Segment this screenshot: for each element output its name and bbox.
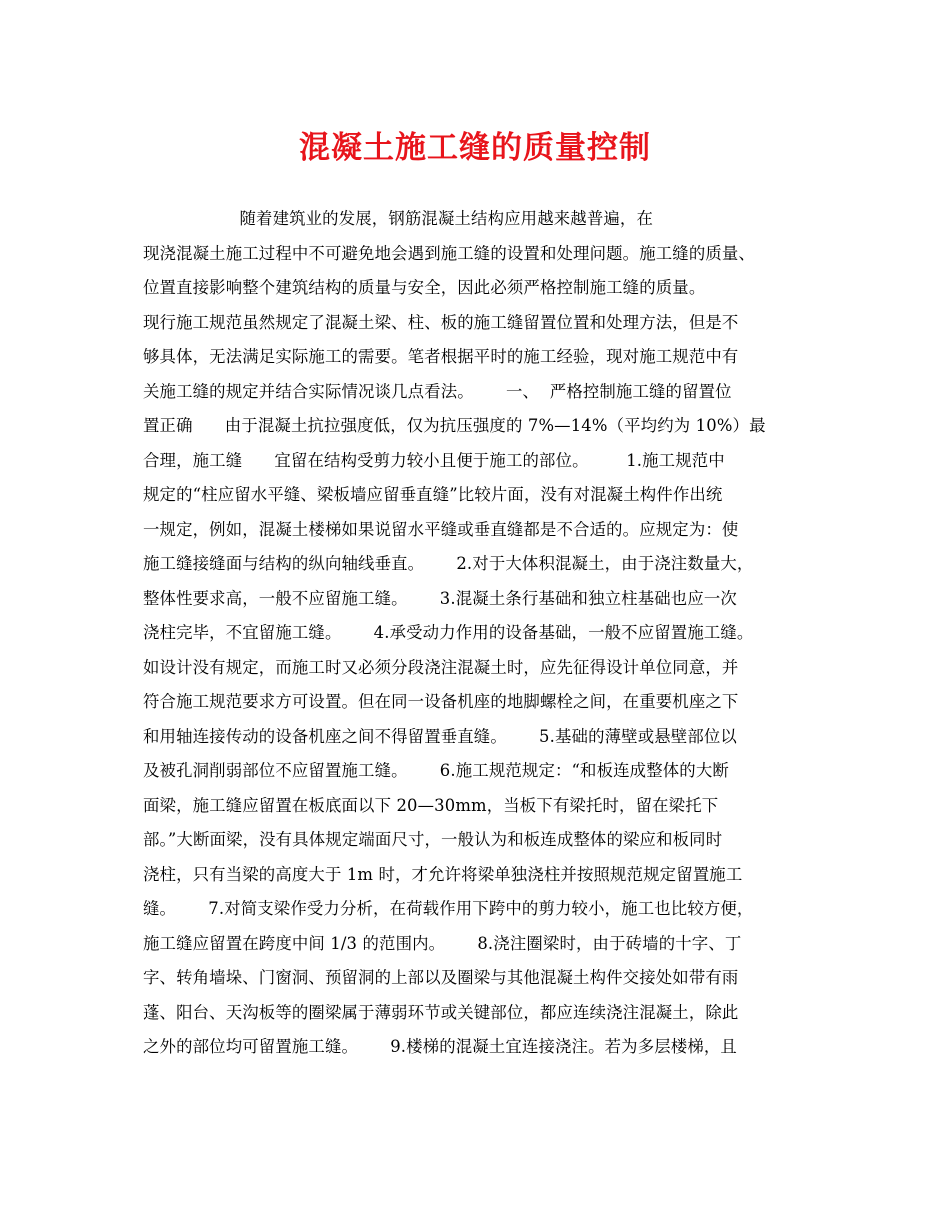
- body-line: 如设计没有规定，而施工时又必须分段浇注混凝土时，应先征得设计单位同意，并: [143, 657, 739, 677]
- body-line: 施工缝接缝面与结构的纵向轴线垂直。 2.对于大体积混凝土，由于浇注数量大，: [143, 554, 754, 573]
- body-line: 随着建筑业的发展，钢筋混凝土结构应用越来越普遍，在: [143, 209, 653, 228]
- body-line: 合理，施工缝 宜留在结构受剪力较小且便于施工的部位。 1.施工规范中: [143, 450, 725, 470]
- body-line: 字、转角墙垛、门窗洞、预留洞的上部以及圈梁与其他混凝土构件交接处如带有雨: [143, 968, 739, 987]
- body-line: 之外的部位均可留置施工缝。 9.楼梯的混凝土宜连接浇注。若为多层楼梯，且: [143, 1037, 737, 1056]
- body-line: 一规定，例如，混凝土楼梯如果说留水平缝或垂直缝都是不合适的。应规定为：使: [143, 519, 739, 539]
- body-line: 够具体，无法满足实际施工的需要。笔者根据平时的施工经验，现对施工规范中有: [143, 347, 739, 366]
- body-line: 浇柱，只有当梁的高度大于 1m 时，才允许将梁单独浇柱并按照规范规定留置施工: [143, 864, 743, 884]
- body-line: 施工缝应留置在跨度中间 1/3 的范围内。 8.浇注圈梁时，由于砖墙的十字、丁: [143, 933, 742, 953]
- body-line: 现浇混凝土施工过程中不可避免地会遇到施工缝的设置和处理问题。施工缝的质量、: [143, 243, 756, 263]
- body-line: 及被孔洞削弱部位不应留置施工缝。 6.施工规范规定：“和板连成整体的大断: [143, 761, 729, 780]
- document-title: 混凝土施工缝的质量控制: [299, 130, 651, 166]
- body-line: 整体性要求高，一般不应留施工缝。 3.混凝土条行基础和独立柱基础也应一次: [143, 588, 737, 608]
- body-line: 置正确 由于混凝土抗拉强度低，仅为抗压强度的 7%—14%（平均约为 10%）最: [143, 416, 766, 435]
- body-line: 浇柱完毕，不宜留施工缝。 4.承受动力作用的设备基础，一般不应留置施工缝。: [143, 623, 754, 642]
- body-line: 符合施工规范要求方可设置。但在同一设备机座的地脚螺栓之间，在重要机座之下: [143, 692, 739, 711]
- document-body: [143, 202, 815, 1065]
- body-line: 关施工缝的规定并结合实际情况谈几点看法。 一、 严格控制施工缝的留置位: [143, 381, 732, 401]
- body-line: 现行施工规范虽然规定了混凝土梁、柱、板的施工缝留置位置和处理方法，但是不: [143, 312, 739, 332]
- body-line: 缝。 7.对简支梁作受力分析，在荷载作用下跨中的剪力较小，施工也比较方便，: [143, 899, 754, 918]
- body-line: 部。”大断面梁，没有具体规定端面尺寸，一般认为和板连成整体的梁应和板同时: [143, 830, 723, 849]
- body-line: 和用轴连接传动的设备机座之间不得留置垂直缝。 5.基础的薄壁或悬壁部位以: [143, 726, 737, 746]
- body-line: 面梁，施工缝应留置在板底面以下 20—30mm，当板下有梁托时，留在梁托下: [143, 795, 719, 815]
- body-line: 位置直接影响整个建筑结构的质量与安全，因此必须严格控制施工缝的质量。: [143, 278, 706, 297]
- body-line: 规定的“柱应留水平缝、梁板墙应留垂直缝”比较片面，没有对混凝土构件作出统: [143, 485, 723, 504]
- body-line: 蓬、阳台、天沟板等的圈梁属于薄弱环节或关键部位，都应连续浇注混凝土，除此: [143, 1002, 739, 1022]
